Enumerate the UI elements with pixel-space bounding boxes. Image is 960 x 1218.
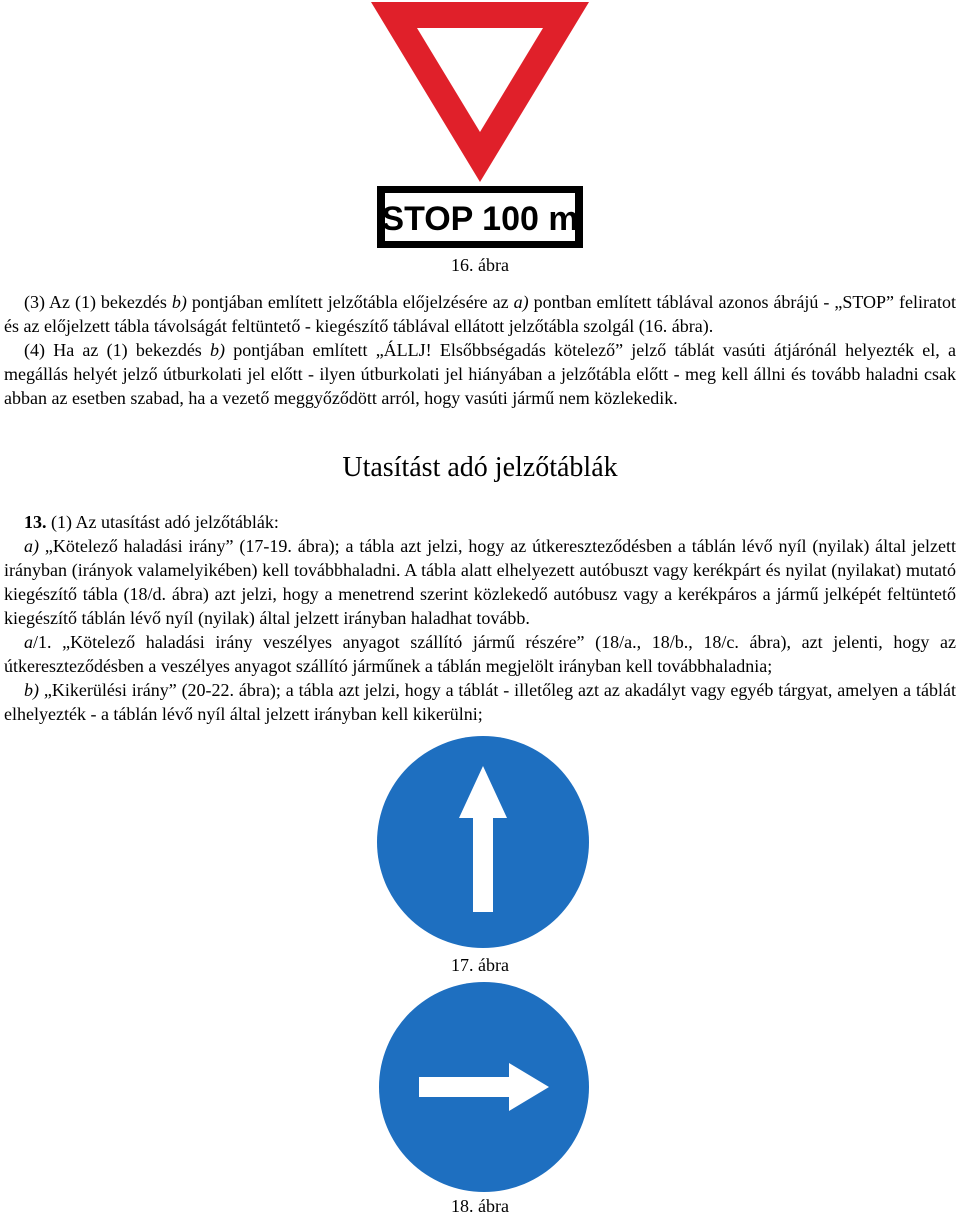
item-text: /1. „Kötelező haladási irány veszélyes anyagot szállító jármű részére” (18/a., 18/b., 18/c. ábra), azt jelenti, hogy az útkereszteződésben a veszélyes anyagot szállító járműnek a táblán megjelölt irányban kell továbbhaladnia; xyxy=(4,632,956,676)
paragraph-text: pontjában említett jelzőtábla előjelzésére az xyxy=(186,292,514,312)
paragraph-block-2 xyxy=(4,510,956,726)
italic-ref: b) xyxy=(210,340,226,360)
stop-plate-text: STOP 100 m xyxy=(381,200,579,238)
paragraph-text: pontjában említett „ÁLLJ! Elsőbbségadás kötelező” jelző táblát vasúti átjárónál helyezték el, a megállás helyét jelző útburkolati jel előtt - ilyen útburkolati jel hiányában a jelzőtábla előtt - meg kell állni és tovább haladni csak abban az esetben szabad, ha a vezető meggyőződött arról, hogy vasúti jármű nem közlekedik. xyxy=(4,340,957,408)
item-a xyxy=(4,534,956,630)
item-letter: a xyxy=(24,632,33,652)
section-title-text: (1) Az utasítást adó jelzőtáblák: xyxy=(46,512,279,532)
figure-18-caption: 18. ábra xyxy=(451,1196,509,1216)
paragraph-text: (4) Ha az (1) bekezdés xyxy=(24,340,211,360)
section-heading: Utasítást adó jelzőtáblák xyxy=(342,452,618,483)
figure-16-image xyxy=(365,0,595,250)
item-letter: b) xyxy=(24,680,39,700)
figure-18-image xyxy=(377,980,591,1194)
section-number: 13. xyxy=(24,512,47,532)
paragraph-3 xyxy=(4,290,956,338)
figure-17-caption: 17. ábra xyxy=(451,955,509,975)
italic-ref: a) xyxy=(513,292,529,312)
paragraph-number: (3) xyxy=(24,292,45,312)
item-text: „Kötelező haladási irány” (17-19. ábra); a tábla azt jelzi, hogy az útkereszteződésben a táblán lévő nyíl (nyilak) által jelzett irányban (irányok valamelyikében) kell továbbhaladni. A tábla alatt elhelyezett autóbuszt vagy kerékpárt és nyilat (nyilakat) mutató kiegészítő tábla (18/d. ábra) azt jelzi, hogy a menetrend szerint közlekedő autóbusz vagy a kerékpáros a jármű jelképét feltüntető kiegészítő táblán lévő nyíl (nyilak) által jelzett irányban haladhat tovább. xyxy=(4,536,956,628)
paragraph-text: pontban említett táblával azonos ábrájú - „STOP” feliratot és az előjelzett tábla távolságát feltüntető - kiegészítő táblával ellátott jelzőtábla szolgál (16. ábra). xyxy=(4,292,956,336)
item-letter: a) xyxy=(24,536,39,556)
italic-ref: b) xyxy=(171,292,187,312)
paragraph-4 xyxy=(4,338,956,410)
item-a1 xyxy=(4,630,956,678)
item-text: „Kikerülési irány” (20-22. ábra); a tábla azt jelzi, hogy a táblát - illetőleg azt az akadályt vagy egyéb tárgyat, amelyen a táblát elhelyezték - a táblán lévő nyíl által jelzett irányban kell kikerülni; xyxy=(4,680,956,724)
figure-16-caption: 16. ábra xyxy=(451,255,509,275)
figure-17-image xyxy=(375,734,591,950)
section-13-title xyxy=(4,510,956,534)
paragraph-block-1 xyxy=(4,290,956,410)
item-b xyxy=(4,678,956,726)
paragraph-text: Az (1) bekezdés xyxy=(45,292,172,312)
